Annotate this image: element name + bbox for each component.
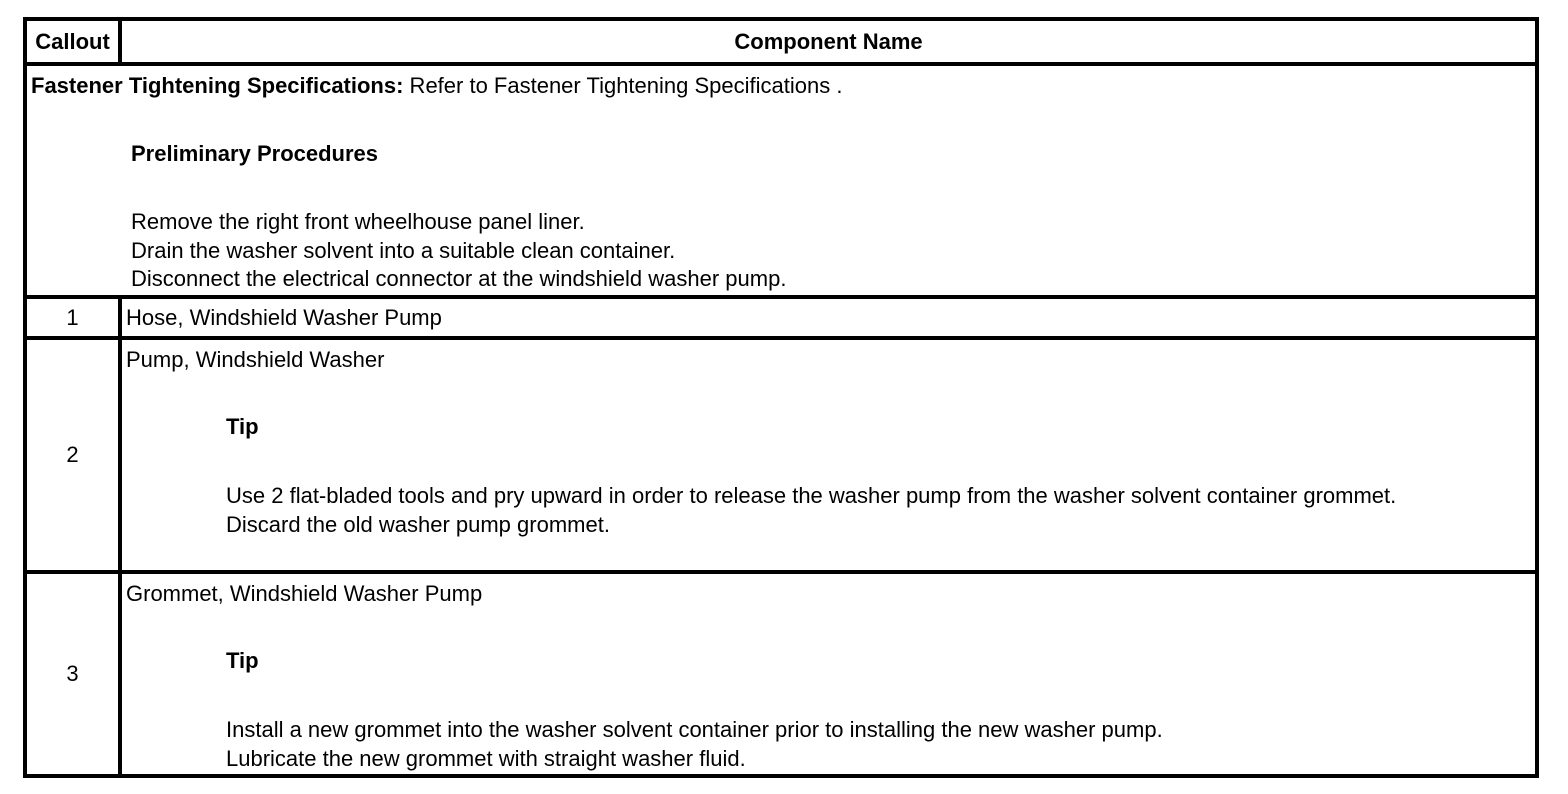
table-header-row	[27, 21, 1535, 62]
component-cell	[122, 574, 1535, 774]
component-name: Hose, Windshield Washer Pump	[126, 304, 442, 330]
tip-label: Tip	[226, 414, 259, 439]
component-cell	[122, 340, 1535, 570]
tip-label: Tip	[226, 648, 259, 673]
tip-line: Install a new grommet into the washer solvent container prior to installing the new washer pump.	[226, 717, 1163, 742]
callout-number: 2	[27, 340, 122, 570]
callout-column-header: Callout	[27, 21, 122, 62]
table-row	[27, 295, 1535, 336]
tip-line: Use 2 flat-bladed tools and pry upward in order to release the washer pump from the washer solvent container grommet.	[226, 483, 1397, 508]
callout-number: 3	[27, 574, 122, 774]
fastener-spec-line	[31, 73, 842, 99]
tip-line: Lubricate the new grommet with straight washer fluid.	[226, 745, 746, 771]
preliminary-steps-list	[131, 208, 786, 294]
preliminary-step: Remove the right front wheelhouse panel liner.	[131, 209, 585, 234]
preliminary-step: Drain the washer solvent into a suitable clean container.	[131, 237, 676, 263]
fastener-spec-label: Fastener Tightening Specifications:	[31, 73, 404, 98]
callout-number: 1	[27, 299, 122, 336]
tip-text	[226, 482, 1475, 539]
table-row	[27, 570, 1535, 774]
preliminary-step: Disconnect the electrical connector at the windshield washer pump.	[131, 266, 787, 292]
component-table	[23, 17, 1539, 778]
tip-text	[226, 716, 1475, 773]
fastener-spec-reference: Refer to Fastener Tightening Specifications .	[403, 73, 843, 98]
tip-line: Discard the old washer pump grommet.	[226, 511, 610, 537]
table-row	[27, 336, 1535, 570]
preliminary-section	[27, 62, 1535, 295]
component-name: Grommet, Windshield Washer Pump	[126, 581, 483, 606]
preliminary-procedures-heading: Preliminary Procedures	[131, 141, 379, 166]
component-name-column-header: Component Name	[734, 28, 923, 54]
component-name: Pump, Windshield Washer	[126, 347, 385, 372]
